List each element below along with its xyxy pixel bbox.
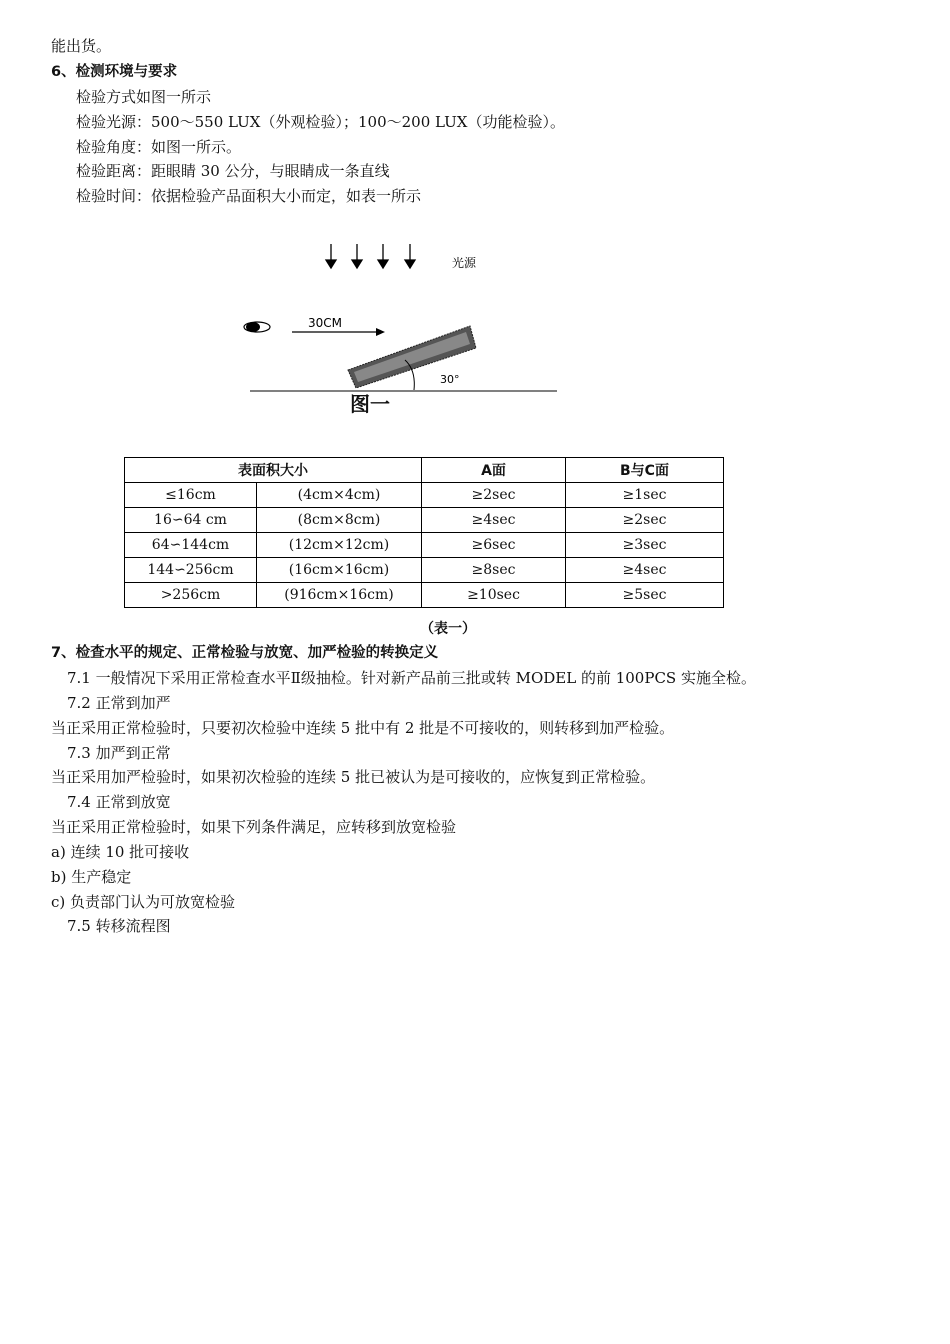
heading-7-5: 7.5 转移流程图 (67, 917, 171, 935)
heading-7-2: 7.2 正常到加严 (67, 694, 171, 712)
section-7-heading: 7、检查水平的规定、正常检验与放宽、加严检验的转换定义 (51, 645, 439, 661)
eye-icon (244, 322, 270, 332)
header-a-side: A面 (422, 458, 566, 483)
list-item: c) 负责部门认为可放宽检验 (51, 893, 236, 911)
table-cell: ≥10sec (422, 583, 566, 608)
distance-arrow-head (376, 328, 385, 336)
list-item: a) 连续 10 批可接收 (51, 843, 190, 861)
angle-label: 30° (440, 373, 460, 386)
paragraph-7-3: 当正采用加严检验时，如果初次检验的连续 5 批已被认为是可接收的，应恢复到正常检验。 (51, 768, 656, 786)
paragraph-7-4: 当正采用正常检验时，如果下列条件满足，应转移到放宽检验 (51, 818, 457, 836)
text-line: 检验方式如图一所示 (76, 88, 212, 106)
table-cell: ≥4sec (422, 508, 566, 533)
inspection-diagram (230, 230, 570, 420)
table-cell: (16cm×16cm) (257, 558, 422, 583)
text-line: 检验时间：依据检验产品面积大小而定，如表一所示 (76, 187, 422, 205)
table-cell: 144∽256cm (125, 558, 257, 583)
light-source-label: 光源 (452, 256, 477, 270)
section-6-heading: 6、检测环境与要求 (51, 64, 178, 80)
table-cell: ≥5sec (566, 583, 724, 608)
table-row (125, 533, 724, 558)
paragraph-7-2: 当正采用正常检验时，只要初次检验中连续 5 批中有 2 批是不可接收的，则转移到加严检验。 (51, 719, 675, 737)
figure-caption: 图一 (350, 392, 390, 416)
paragraph-7-1: 7.1 一般情况下采用正常检查水平Ⅱ级抽检。针对新产品前三批或转 MODEL 的前 100PCS 实施全检。 (67, 669, 756, 687)
table-row (125, 583, 724, 608)
heading-7-3: 7.3 加严到正常 (67, 744, 171, 762)
table-cell: ≥6sec (422, 533, 566, 558)
light-arrows (326, 244, 415, 268)
table-header-row (125, 458, 724, 483)
table-caption: （表一） (420, 621, 476, 637)
heading-7-4: 7.4 正常到放宽 (67, 793, 171, 811)
table-cell: (4cm×4cm) (257, 483, 422, 508)
table-cell: ≥4sec (566, 558, 724, 583)
list-item: b) 生产稳定 (51, 868, 132, 886)
table-cell: ≤16cm (125, 483, 257, 508)
table-cell: 16∽64 cm (125, 508, 257, 533)
table-cell: (916cm×16cm) (257, 583, 422, 608)
table-cell: >256cm (125, 583, 257, 608)
text-line: 检验距离：距眼睛 30 公分，与眼睛成一条直线 (76, 162, 390, 180)
table-row (125, 483, 724, 508)
text-line: 检验光源：500～550 LUX（外观检验）；100～200 LUX（功能检验）。 (76, 113, 565, 131)
header-surface-area: 表面积大小 (125, 458, 422, 483)
table-cell: (12cm×12cm) (257, 533, 422, 558)
table-row (125, 558, 724, 583)
table-cell: ≥2sec (566, 508, 724, 533)
inspection-time-table (124, 457, 724, 608)
header-b-c-side: B与C面 (566, 458, 724, 483)
distance-label: 30CM (308, 316, 343, 330)
table-cell: ≥3sec (566, 533, 724, 558)
table-cell: ≥1sec (566, 483, 724, 508)
top-fragment: 能出货。 (51, 37, 112, 55)
table-cell: 64∽144cm (125, 533, 257, 558)
table-cell: ≥2sec (422, 483, 566, 508)
table-cell: (8cm×8cm) (257, 508, 422, 533)
text-line: 检验角度：如图一所示。 (76, 138, 242, 156)
table-row (125, 508, 724, 533)
table-cell: ≥8sec (422, 558, 566, 583)
